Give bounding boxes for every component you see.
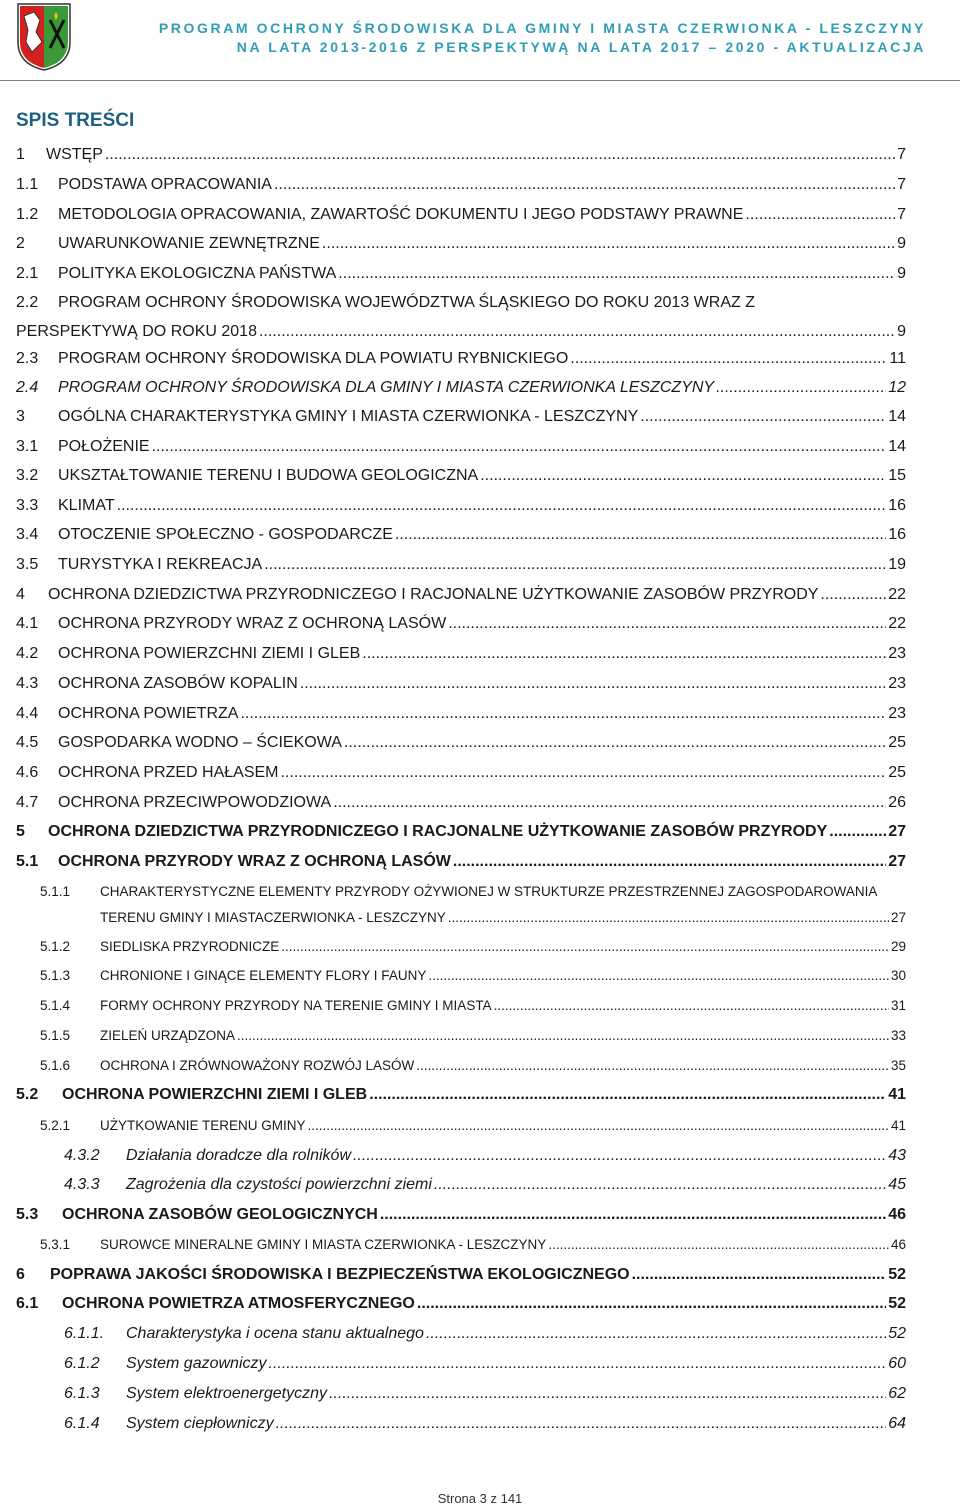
toc-entry-number: 5.1.6 xyxy=(40,1058,71,1073)
toc-entry-number: 5.3.1 xyxy=(40,1237,71,1252)
toc-entry[interactable] xyxy=(16,1081,906,1105)
toc-entry-leader-dots xyxy=(338,264,895,284)
toc-entry-page-number: 14 xyxy=(888,408,906,425)
toc-entry-title: OCHRONA PRZED HAŁASEM xyxy=(58,764,279,781)
toc-entry-number: 4.7 xyxy=(16,794,39,811)
toc-entry-leader-dots xyxy=(240,704,886,724)
coat-of-arms-logo xyxy=(16,2,72,72)
toc-entry[interactable] xyxy=(40,1052,906,1076)
toc-entry-page-number: 12 xyxy=(888,379,906,396)
toc-entry-leader-dots xyxy=(300,674,886,694)
toc-entry-number: 2.4 xyxy=(16,379,39,396)
toc-entry-title: OCHRONA POWIETRZA ATMOSFERYCZNEGO xyxy=(62,1295,415,1312)
page-footer: Strona 3 z 141 xyxy=(437,1491,523,1506)
toc-entry-number: 1.1 xyxy=(16,176,39,193)
toc-entry-number: 2 xyxy=(16,235,25,252)
toc-entry-page-number: 46 xyxy=(890,1237,906,1252)
toc-entry-page-number: 62 xyxy=(888,1385,906,1402)
toc-entry-title: PROGRAM OCHRONY ŚRODOWISKA WOJEWÓDZTWA ŚLĄSKIEGO DO ROKU 2013 WRAZ Z xyxy=(58,294,755,311)
toc-entry[interactable] xyxy=(40,1112,906,1136)
toc-entry-page-number: 27 xyxy=(888,823,906,840)
toc-entry-page-number: 9 xyxy=(897,235,906,252)
toc-entry-first-line[interactable] xyxy=(40,878,906,902)
toc-entry-title: PODSTAWA OPRACOWANIA xyxy=(58,176,272,193)
toc-entry-page-number: 46 xyxy=(888,1206,906,1223)
toc-entry-title: OCHRONA PRZYRODY WRAZ Z OCHRONĄ LASÓW xyxy=(58,853,451,870)
toc-entry-number: 4.4 xyxy=(16,705,39,722)
toc-entry-title: CHARAKTERYSTYCZNE ELEMENTY PRZYRODY OŻYWIONEJ W STRUKTURZE PRZESTRZENNEJ ZAGOSPODAROWANIA xyxy=(100,884,878,899)
toc-entry-leader-dots xyxy=(117,496,887,516)
toc-entry-title: KLIMAT xyxy=(58,497,115,514)
toc-entry-page-number: 31 xyxy=(890,998,906,1013)
toc-entry-number: 2.2 xyxy=(16,294,39,311)
toc-entry-title: POŁOŻENIE xyxy=(58,438,150,455)
toc-entry-number: 1 xyxy=(16,146,25,163)
toc-entry-page-number: 25 xyxy=(888,734,906,751)
toc-entry[interactable] xyxy=(16,610,906,634)
toc-entry-title: OCHRONA I ZRÓWNOWAŻONY ROZWÓJ LASÓW xyxy=(100,1058,415,1073)
toc-entry[interactable] xyxy=(16,260,906,284)
toc-entry[interactable] xyxy=(40,1231,906,1255)
toc-entry[interactable] xyxy=(16,492,906,516)
toc-entry-number: 1.2 xyxy=(16,206,39,223)
toc-entry-title-continuation: TERENU GMINY I MIASTACZERWIONKA - LESZCZYNY xyxy=(100,910,446,925)
toc-entry-leader-dots xyxy=(274,175,895,195)
toc-entry-leader-dots xyxy=(416,1056,889,1076)
toc-entry[interactable] xyxy=(40,933,906,957)
toc-entry[interactable] xyxy=(16,700,906,724)
toc-entry-page-number: 15 xyxy=(888,467,906,484)
toc-entry-leader-dots xyxy=(259,322,895,342)
toc-entry-number: 4.3.2 xyxy=(64,1147,100,1164)
toc-entry-page-number: 22 xyxy=(888,615,906,632)
toc-entry[interactable] xyxy=(16,433,906,457)
toc-entry-page-number: 16 xyxy=(888,526,906,543)
toc-entry-leader-dots xyxy=(322,234,895,254)
toc-entry-title: SUROWCE MINERALNE GMINY I MIASTA CZERWIONKA - LESZCZYNY xyxy=(100,1237,547,1252)
toc-entry-page-number: 7 xyxy=(897,146,906,163)
toc-entry-title: OCHRONA PRZECIWPOWODZIOWA xyxy=(58,794,332,811)
toc-entry-title: GOSPODARKA WODNO – ŚCIEKOWA xyxy=(58,734,342,751)
toc-entry-title: PROGRAM OCHRONY ŚRODOWISKA DLA GMINY I MIASTA CZERWIONKA LESZCZYNY xyxy=(58,379,715,396)
toc-entry-leader-dots xyxy=(428,966,889,986)
toc-entry-leader-dots xyxy=(453,852,886,872)
toc-entry-title: OCHRONA DZIEDZICTWA PRZYRODNICZEGO I RACJONALNE UŻYTKOWANIE ZASOBÓW PRZYRODY xyxy=(48,586,819,603)
toc-entry[interactable] xyxy=(16,230,906,254)
toc-entry-title: OCHRONA ZASOBÓW KOPALIN xyxy=(58,675,298,692)
toc-entry-leader-dots xyxy=(820,585,886,605)
toc-entry-title: UŻYTKOWANIE TERENU GMINY xyxy=(100,1118,306,1133)
toc-entry[interactable] xyxy=(16,521,906,545)
toc-entry-title: POPRAWA JAKOŚCI ŚRODOWISKA I BEZPIECZEŃSTWA EKOLOGICZNEGO xyxy=(50,1266,630,1283)
toc-entry-leader-dots xyxy=(716,378,886,398)
toc-entry-number: 5.1.2 xyxy=(40,939,71,954)
toc-entry-number: 5.1.1 xyxy=(40,884,71,899)
toc-entry-page-number: 26 xyxy=(888,794,906,811)
toc-entry-number: 6.1.4 xyxy=(64,1415,100,1432)
toc-entry[interactable] xyxy=(16,551,906,575)
toc-entry-number: 2.3 xyxy=(16,350,39,367)
toc-entry-number: 3.3 xyxy=(16,497,39,514)
toc-entry-page-number: 23 xyxy=(888,645,906,662)
toc-entry-leader-dots xyxy=(369,1085,886,1105)
header-line-1: PROGRAM OCHRONY ŚRODOWISKA DLA GMINY I MIASTA CZERWIONKA - LESZCZYNY xyxy=(158,20,926,36)
toc-entry-title-continuation: PERSPEKTYWĄ DO ROKU 2018 xyxy=(16,323,257,340)
toc-entry-page-number: 41 xyxy=(888,1086,906,1103)
toc-entry-page-number: 19 xyxy=(888,556,906,573)
toc-entry[interactable] xyxy=(16,640,906,664)
toc-entry-title: TURYSTYKA I REKREACJA xyxy=(58,556,263,573)
toc-entry-leader-dots xyxy=(344,733,886,753)
toc-entry-title: SIEDLISKA PRZYRODNICZE xyxy=(100,939,280,954)
toc-entry-page-number: 30 xyxy=(890,968,906,983)
toc-entry-leader-dots xyxy=(308,1116,889,1136)
toc-entry-title: OCHRONA POWIERZCHNI ZIEMI I GLEB xyxy=(58,645,361,662)
toc-entry-number: 2.1 xyxy=(16,265,39,282)
toc-entry-number: 6.1 xyxy=(16,1295,39,1312)
toc-entry-number: 4.3 xyxy=(16,675,39,692)
toc-entry[interactable] xyxy=(40,992,906,1016)
toc-entry-page-number: 23 xyxy=(888,705,906,722)
toc-entry[interactable] xyxy=(16,374,906,398)
toc-entry-leader-dots xyxy=(632,1265,887,1285)
toc-entry[interactable] xyxy=(16,141,906,165)
toc-entry[interactable] xyxy=(100,904,906,928)
toc-entry-leader-dots xyxy=(745,205,895,225)
toc-entry-number: 4.3.3 xyxy=(64,1176,100,1193)
toc-entry-page-number: 43 xyxy=(888,1147,906,1164)
toc-entry-title: METODOLOGIA OPRACOWANIA, ZAWARTOŚĆ DOKUMENTU I JEGO PODSTAWY PRAWNE xyxy=(58,206,744,223)
toc-entry[interactable] xyxy=(64,1320,906,1344)
toc-entry-leader-dots xyxy=(494,996,889,1016)
toc-entry-page-number: 25 xyxy=(888,764,906,781)
toc-entry-leader-dots xyxy=(426,1324,886,1344)
toc-entry-title: CHRONIONE I GINĄCE ELEMENTY FLORY I FAUNY xyxy=(100,968,427,983)
toc-entry-title: OCHRONA POWIETRZA xyxy=(58,705,239,722)
toc-entry-leader-dots xyxy=(329,1384,886,1404)
toc-entry-leader-dots xyxy=(237,1026,889,1046)
toc-entry-title: OCHRONA DZIEDZICTWA PRZYRODNICZEGO I RACJONALNE UŻYTKOWANIE ZASOBÓW PRZYRODY xyxy=(48,823,828,840)
toc-entry-leader-dots xyxy=(434,1175,886,1195)
toc-entry-page-number: 60 xyxy=(888,1355,906,1372)
toc-entry-number: 5.1.3 xyxy=(40,968,71,983)
toc-entry[interactable] xyxy=(16,462,906,486)
toc-entry-number: 4.5 xyxy=(16,734,39,751)
toc-entry[interactable] xyxy=(64,1171,906,1195)
toc-entry-leader-dots xyxy=(281,937,889,957)
toc-entry[interactable] xyxy=(16,789,906,813)
toc-entry-number: 5.1.5 xyxy=(40,1028,71,1043)
toc-entry[interactable] xyxy=(64,1142,906,1166)
toc-entry-title: Charakterystyka i ocena stanu aktualnego xyxy=(126,1325,424,1342)
toc-entry[interactable] xyxy=(16,201,906,225)
toc-entry[interactable] xyxy=(16,670,906,694)
toc-entry-leader-dots xyxy=(105,145,895,165)
toc-entry-leader-dots xyxy=(548,1235,889,1255)
toc-entry-number: 5.1 xyxy=(16,853,39,870)
toc-entry-leader-dots xyxy=(417,1294,886,1314)
toc-entry-leader-dots xyxy=(448,908,889,928)
toc-entry[interactable] xyxy=(16,318,906,342)
toc-entry-leader-dots xyxy=(448,614,886,634)
toc-entry-title: UKSZTAŁTOWANIE TERENU I BUDOWA GEOLOGICZNA xyxy=(58,467,479,484)
toc-entry[interactable] xyxy=(16,1261,906,1285)
toc-entry-number: 4.2 xyxy=(16,645,39,662)
toc-entry-leader-dots xyxy=(640,407,886,427)
header-text xyxy=(159,19,926,57)
toc-entry-page-number: 23 xyxy=(888,675,906,692)
toc-entry-title: OCHRONA ZASOBÓW GEOLOGICZNYCH xyxy=(62,1206,378,1223)
toc-entry-title: PROGRAM OCHRONY ŚRODOWISKA DLA POWIATU RYBNICKIEGO xyxy=(58,350,569,367)
toc-entry-leader-dots xyxy=(829,822,886,842)
toc-entry-page-number: 9 xyxy=(897,265,906,282)
toc-entry[interactable] xyxy=(16,818,906,842)
toc-entry[interactable] xyxy=(16,848,906,872)
toc-entry-leader-dots xyxy=(480,466,886,486)
toc-entry[interactable] xyxy=(16,759,906,783)
toc-entry-page-number: 22 xyxy=(888,586,906,603)
page-header xyxy=(0,0,960,82)
toc-entry-page-number: 16 xyxy=(888,497,906,514)
toc-entry-title: UWARUNKOWANIE ZEWNĘTRZNE xyxy=(58,235,320,252)
toc-entry-page-number: 41 xyxy=(890,1118,906,1133)
toc-entry-number: 4.1 xyxy=(16,615,39,632)
header-divider xyxy=(0,80,960,81)
toc-entry-leader-dots xyxy=(280,763,886,783)
toc-entry-page-number: 52 xyxy=(888,1325,906,1342)
toc-entry-number: 5.3 xyxy=(16,1206,39,1223)
toc-entry[interactable] xyxy=(64,1410,906,1434)
toc-entry-number: 5.1.4 xyxy=(40,998,71,1013)
toc-entry[interactable] xyxy=(16,1201,906,1225)
toc-entry-leader-dots xyxy=(353,1146,886,1166)
toc-entry-page-number: 14 xyxy=(888,438,906,455)
toc-entry-title: FORMY OCHRONY PRZYRODY NA TERENIE GMINY I MIASTA xyxy=(100,998,492,1013)
toc-entry[interactable] xyxy=(64,1350,906,1374)
toc-entry-number: 3.2 xyxy=(16,467,39,484)
toc-entry[interactable] xyxy=(40,962,906,986)
toc-entry-title: OCHRONA POWIERZCHNI ZIEMI I GLEB xyxy=(62,1086,368,1103)
toc-entry-title: OTOCZENIE SPOŁECZNO - GOSPODARCZE xyxy=(58,526,393,543)
toc-entry[interactable] xyxy=(16,403,906,427)
toc-entry-leader-dots xyxy=(276,1414,887,1434)
toc-entry-title: WSTĘP xyxy=(46,146,103,163)
toc-entry-leader-dots xyxy=(570,349,887,369)
toc-entry-number: 3.4 xyxy=(16,526,39,543)
toc-entry[interactable] xyxy=(16,581,906,605)
toc-entry-number: 3.1 xyxy=(16,438,39,455)
toc-entry-page-number: 35 xyxy=(890,1058,906,1073)
toc-entry-number: 5.2 xyxy=(16,1086,39,1103)
toc-entry-leader-dots xyxy=(395,525,886,545)
toc-entry-title: System gazowniczy xyxy=(126,1355,267,1372)
toc-entry-page-number: 45 xyxy=(888,1176,906,1193)
toc-entry-page-number: 27 xyxy=(888,853,906,870)
toc-entry[interactable] xyxy=(16,729,906,753)
toc-entry[interactable] xyxy=(64,1380,906,1404)
toc-entry-leader-dots xyxy=(152,437,887,457)
toc-entry-title: System elektroenergetyczny xyxy=(126,1385,327,1402)
toc-entry-leader-dots xyxy=(264,555,886,575)
toc-entry-page-number: 9 xyxy=(897,323,906,340)
toc-entry[interactable] xyxy=(16,171,906,195)
toc-entry-leader-dots xyxy=(333,793,886,813)
toc-entry-title: Zagrożenia dla czystości powierzchni ziemi xyxy=(126,1176,432,1193)
toc-entry-leader-dots xyxy=(269,1354,887,1374)
toc-entry-title: POLITYKA EKOLOGICZNA PAŃSTWA xyxy=(58,265,337,282)
toc-entry-number: 5.2.1 xyxy=(40,1118,71,1133)
toc-entry-number: 6.1.1. xyxy=(64,1325,105,1342)
toc-entry-title: OCHRONA PRZYRODY WRAZ Z OCHRONĄ LASÓW xyxy=(58,615,447,632)
toc-entry-title: Działania doradcze dla rolników xyxy=(126,1147,352,1164)
toc-entry-page-number: 7 xyxy=(897,176,906,193)
toc-entry[interactable] xyxy=(16,345,906,369)
toc-entry-page-number: 29 xyxy=(890,939,906,954)
toc-entry-title: OGÓLNA CHARAKTERYSTYKA GMINY I MIASTA CZERWIONKA - LESZCZYNY xyxy=(58,408,639,425)
toc-entry[interactable] xyxy=(40,1022,906,1046)
toc-entry-number: 3.5 xyxy=(16,556,39,573)
toc-entry-number: 4.6 xyxy=(16,764,39,781)
toc-entry-number: 6 xyxy=(16,1266,25,1283)
toc-entry-page-number: 33 xyxy=(890,1028,906,1043)
toc-entry-number: 5 xyxy=(16,823,25,840)
toc-entry-page-number: 11 xyxy=(889,350,906,367)
toc-entry-title: ZIELEŃ URZĄDZONA xyxy=(100,1028,236,1043)
toc-entry-number: 4 xyxy=(16,586,25,603)
toc-entry[interactable] xyxy=(16,1290,906,1314)
toc-entry-page-number: 7 xyxy=(897,206,906,223)
toc-entry-number: 6.1.3 xyxy=(64,1385,100,1402)
header-line-2: NA LATA 2013-2016 Z PERSPEKTYWĄ NA LATA 2017 – 2020 - AKTUALIZACJA xyxy=(236,39,926,55)
toc-entry-page-number: 27 xyxy=(890,910,906,925)
toc-entry-title: System ciepłowniczy xyxy=(126,1415,274,1432)
toc-entry-page-number: 52 xyxy=(888,1266,906,1283)
toc-entry-first-line[interactable] xyxy=(16,289,906,313)
toc-entry-number: 3 xyxy=(16,408,25,425)
toc-entry-leader-dots xyxy=(362,644,886,664)
toc-entry-page-number: 52 xyxy=(888,1295,906,1312)
toc-entry-number: 6.1.2 xyxy=(64,1355,100,1372)
toc-entry-page-number: 64 xyxy=(888,1415,906,1432)
toc-entry-leader-dots xyxy=(380,1205,886,1225)
toc-title: SPIS TREŚCI xyxy=(16,110,135,131)
